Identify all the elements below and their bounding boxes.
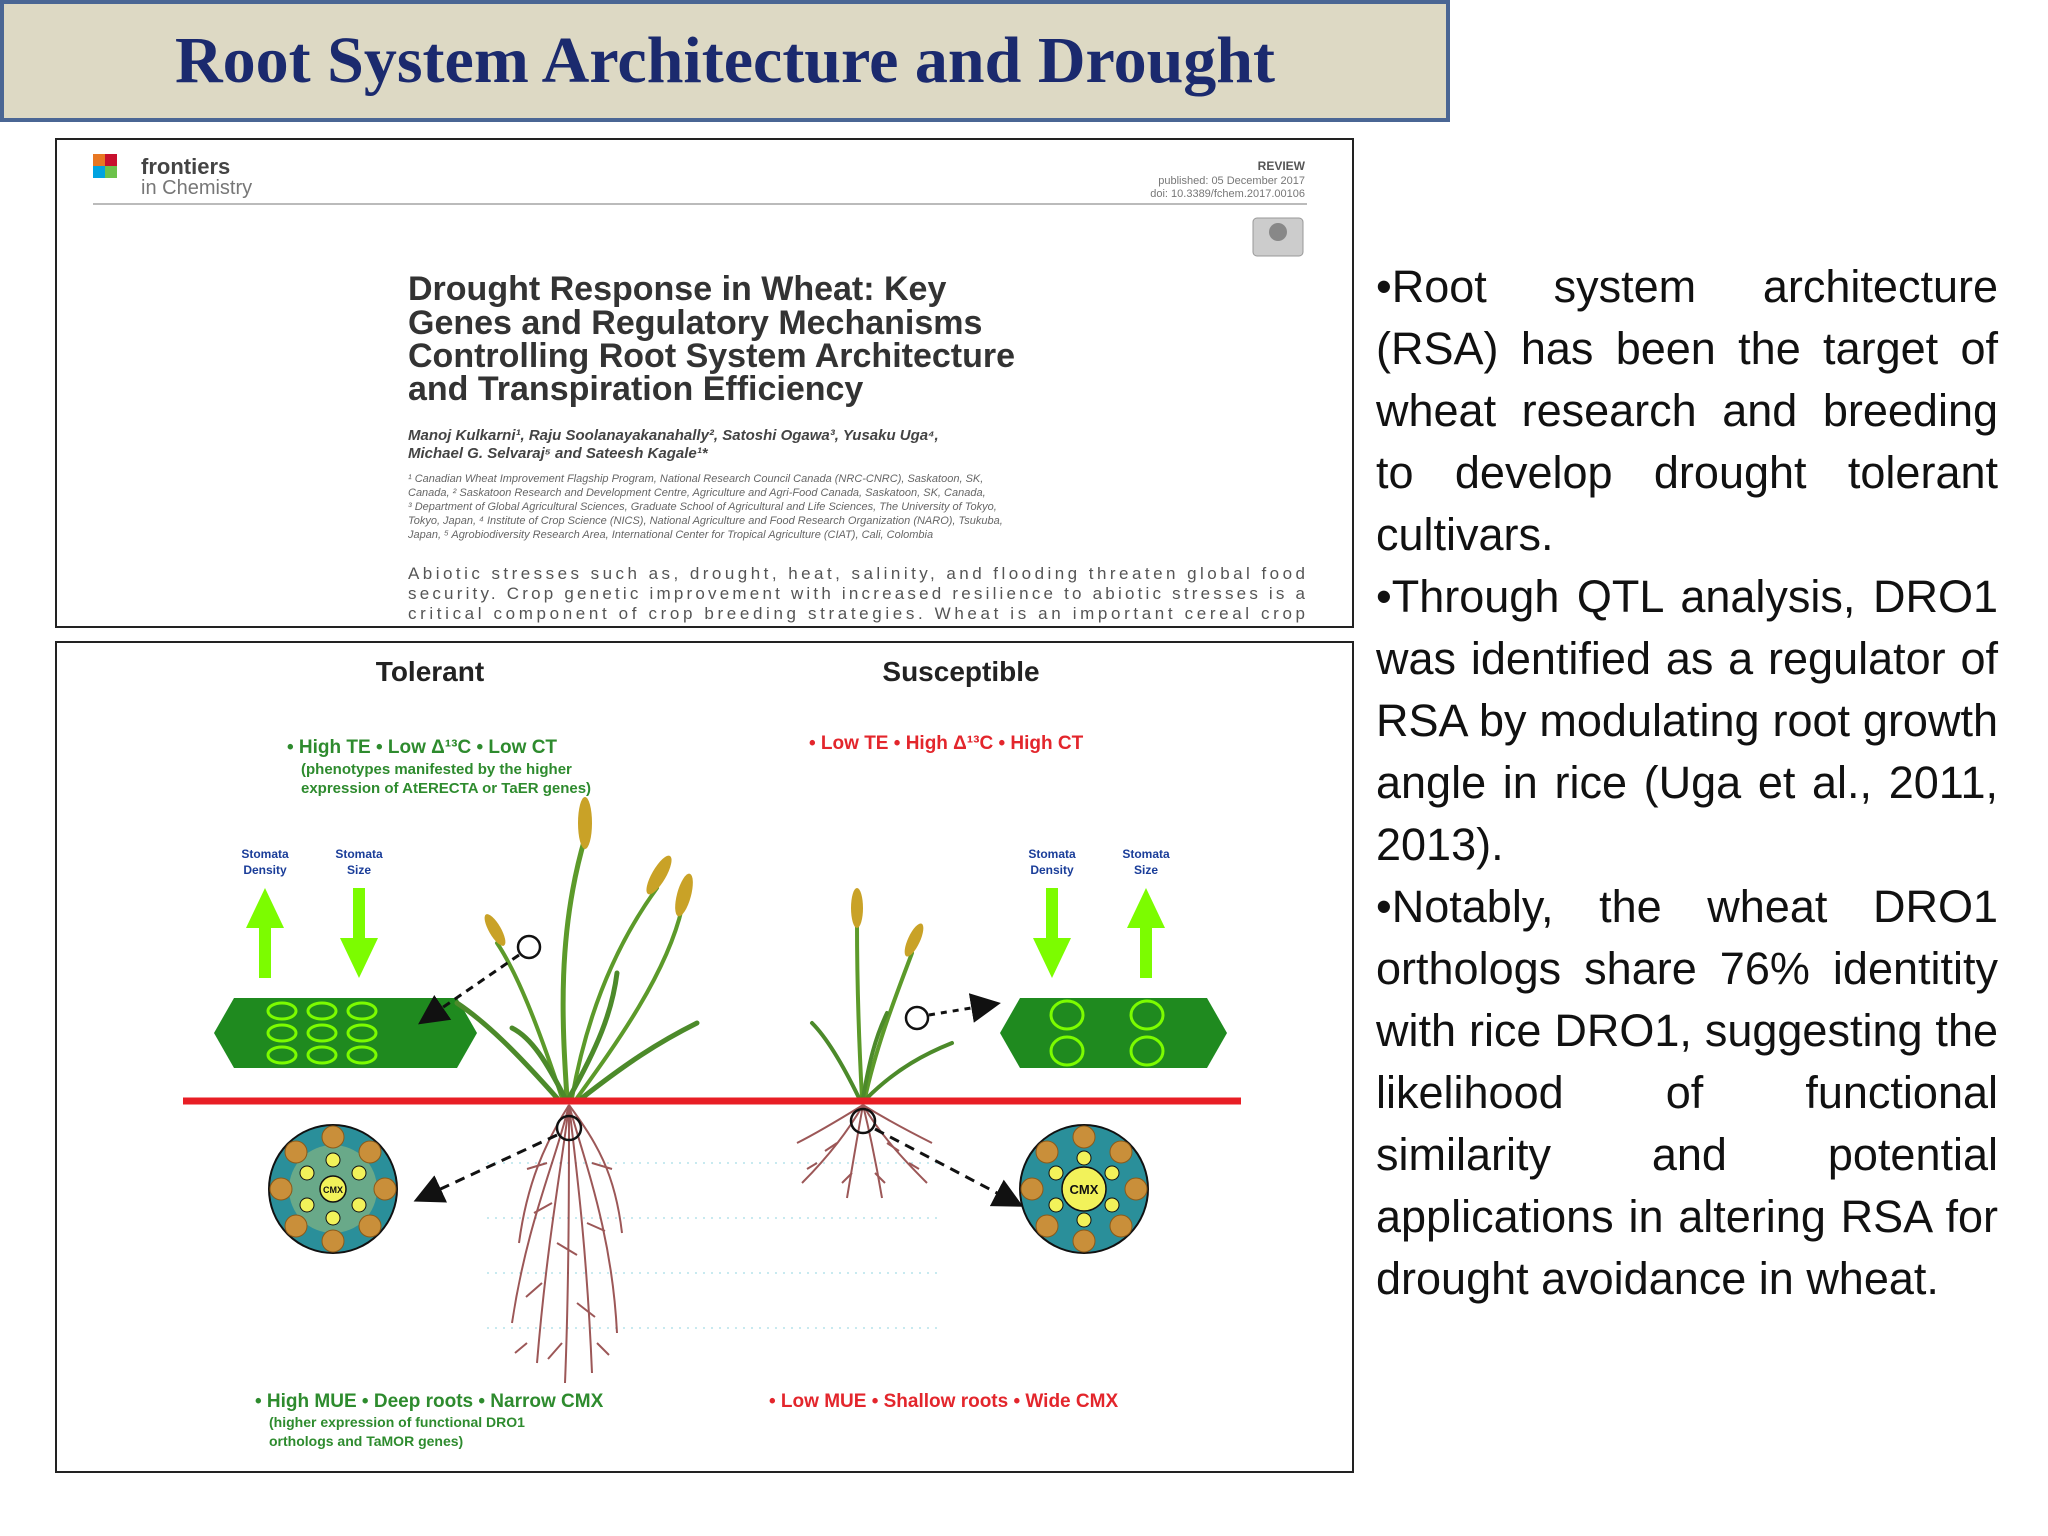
bullet-dro1-qtl: •Through QTL analysis, DRO1 was identified as a regulator of RSA by modulating root growth angle in rice (Uga et al., 2011, 2013). [1376, 571, 1998, 870]
susceptible-traits: • Low TE • High Δ¹³C • High CT [809, 733, 1084, 754]
article-title-line-4: and Transpiration Efficiency [408, 370, 864, 408]
susceptible-leaf-stomata-panel [1000, 998, 1227, 1068]
authors-line-1: Manoj Kulkarni¹, Raju Soolanayakanahally², Satoshi Ogawa³, Yusaku Uga⁴, [408, 427, 939, 444]
bullet-rsa-target: •Root system architecture (RSA) has been the target of wheat research and breeding to develop drought tolerant cultivars. [1376, 261, 1998, 560]
tolerant-deep-roots-icon [512, 1105, 622, 1383]
tolerant-root-traits: • High MUE • Deep roots • Narrow CMX [255, 1391, 604, 1412]
left-size-down-arrow-icon [340, 888, 378, 978]
affiliation-line-2: Canada, ² Saskatoon Research and Development Centre, Agriculture and Agri-Food Canada, Saskatoon, SK, Canada, [408, 487, 986, 499]
article-title-line-3: Controlling Root System Architecture [408, 337, 1016, 375]
tolerant-note-2: expression of AtERECTA or TaER genes) [301, 780, 592, 797]
article-title-line-1: Drought Response in Wheat: Key [408, 270, 947, 308]
published-date: published: 05 December 2017 [1158, 175, 1305, 187]
slide-title-bar [0, 0, 1450, 122]
tolerant-heading: Tolerant [375, 656, 485, 687]
article-type: REVIEW [1257, 159, 1305, 173]
susceptible-cmx-label: CMX [1069, 1182, 1099, 1197]
left-stomata-density-label-2: Density [243, 863, 287, 877]
journal-name-1: frontiers [141, 154, 231, 179]
tolerant-note-1: (phenotypes manifested by the higher [301, 761, 572, 778]
tolerant-root-note-2: orthologs and TaMOR genes) [269, 1433, 464, 1449]
abstract-line-1: Abiotic stresses such as, drought, heat, salinity, and flooding threaten global food [408, 564, 1305, 583]
tolerant-cmx-label: CMX [323, 1185, 343, 1195]
figure-svg [57, 643, 1352, 1471]
abstract-line-3: critical component of crop breeding strategies. Wheat is an important cereal crop [408, 604, 1305, 623]
left-stomata-density-label-1: Stomata [241, 847, 289, 861]
paper-header-svg [57, 140, 1352, 626]
tolerant-root-cross-section-icon [269, 1125, 397, 1253]
susceptible-root-callout-circle-icon [851, 1109, 875, 1133]
tolerant-leaf-stomata-panel [214, 998, 477, 1068]
susceptible-leaf-callout-arrow [929, 1004, 995, 1015]
bullet-dro1-orthologs: •Notably, the wheat DRO1 orthologs share 76% identitity with rice DRO1, suggesting the likelihood of functional similarity and potential applications in altering RSA for drought avoidance in wheat. [1376, 881, 1998, 1304]
right-size-up-arrow-icon [1127, 888, 1165, 978]
paper-header-image [55, 138, 1354, 628]
right-stomata-size-label-1: Stomata [1122, 847, 1170, 861]
abstract-line-2: security. Crop genetic improvement with increased resilience to abiotic stresses is a [408, 584, 1306, 603]
right-stomata-density-label-2: Density [1030, 863, 1074, 877]
affiliation-line-5: Japan, ⁵ Agrobiodiversity Research Area, International Center for Tropical Agriculture (CIAT), Cali, Colombia [408, 529, 934, 541]
left-stomata-size-label-1: Stomata [335, 847, 383, 861]
slide-title: Root System Architecture and Drought [175, 24, 1275, 97]
left-stomata-size-label-2: Size [346, 863, 372, 877]
susceptible-root-cross-section-icon [1020, 1125, 1148, 1253]
journal-name-2: in Chemistry [141, 177, 253, 199]
right-stomata-density-label-1: Stomata [1028, 847, 1076, 861]
article-title-line-2: Genes and Regulatory Mechanisms [408, 304, 983, 342]
tolerant-wheat-plant-icon [457, 797, 697, 1098]
doi: doi: 10.3389/fchem.2017.00106 [1150, 188, 1305, 200]
tolerant-susceptible-figure [55, 641, 1354, 1473]
left-density-up-arrow-icon [246, 888, 284, 978]
check-updates-dot-icon [1269, 223, 1287, 241]
right-density-down-arrow-icon [1033, 888, 1071, 978]
susceptible-heading: Susceptible [882, 656, 1040, 687]
susceptible-shallow-roots-icon [797, 1105, 932, 1198]
right-stomata-size-label-2: Size [1133, 863, 1159, 877]
affiliation-line-1: ¹ Canadian Wheat Improvement Flagship Program, National Research Council Canada (NRC-CNRC), Saskatoon, SK, [408, 473, 984, 485]
susceptible-root-callout-arrow [875, 1129, 1018, 1204]
susceptible-root-traits: • Low MUE • Shallow roots • Wide CMX [769, 1391, 1119, 1412]
affiliation-line-3: ³ Department of Global Agricultural Sciences, Graduate School of Agricultural and Life Sciences, The University of Tokyo, [408, 501, 997, 513]
tolerant-root-note-1: (higher expression of functional DRO1 [269, 1414, 525, 1430]
authors-line-2: Michael G. Selvaraj⁵ and Sateesh Kagale¹* [408, 445, 708, 462]
affiliation-line-4: Tokyo, Japan, ⁴ Institute of Crop Science (NICS), National Agriculture and Food Research Organization (NARO), Tsukuba, [408, 515, 1003, 527]
tolerant-traits: • High TE • Low Δ¹³C • Low CT [287, 737, 558, 758]
bullet-text-block [1376, 256, 1998, 1310]
soil-depth-guides [487, 1163, 937, 1328]
susceptible-wheat-plant-icon [812, 888, 952, 1098]
frontiers-logo-icon [93, 154, 117, 178]
